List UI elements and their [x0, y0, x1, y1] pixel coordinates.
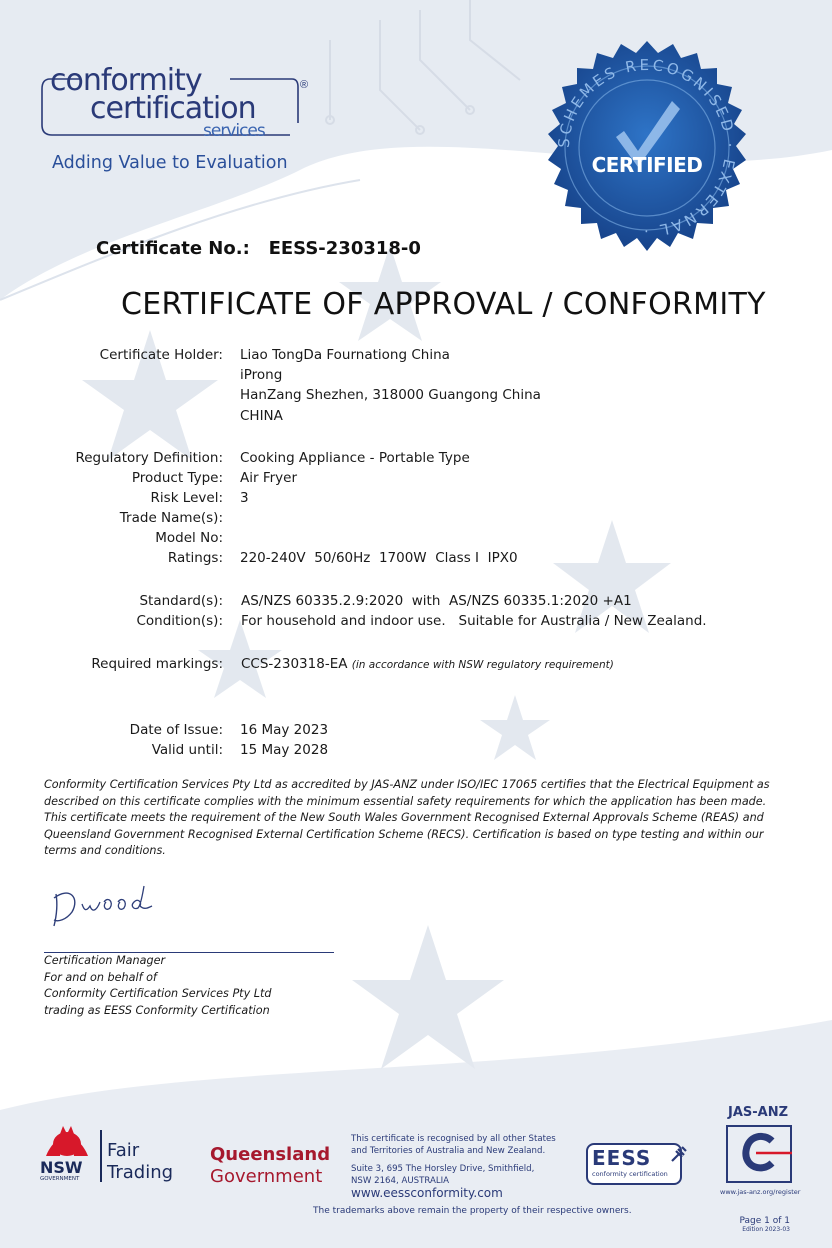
valid-until-value: 15 May 2028: [240, 742, 329, 758]
statement-line: described on this certificate complies with the minimum essential safety requirements for which the application has been made.: [44, 794, 767, 808]
page-info: [730, 1216, 790, 1233]
risk-level-value: 3: [240, 490, 249, 506]
holder-label: Certificate Holder:: [99, 347, 223, 363]
edition: Edition 2023-03: [742, 1226, 790, 1233]
seal-ring-text: SCHEMES RECOGNISED · EXTERNAL ·: [554, 55, 740, 241]
reg-def-value: Cooking Appliance - Portable Type: [240, 450, 470, 466]
jas-anz-title: JAS-ANZ: [728, 1105, 789, 1120]
issue-date-label: Date of Issue:: [129, 722, 223, 738]
recognition-line: and Territories of Australia and New Zealand.: [351, 1146, 546, 1156]
certified-seal: [538, 39, 756, 257]
recognition-block: [351, 1133, 556, 1187]
jas-anz-url: www.jas-anz.org/register: [720, 1188, 801, 1196]
qld-line1: Queensland: [210, 1144, 331, 1165]
jas-anz-mark-icon: [724, 1123, 794, 1185]
signatory-block: [44, 953, 271, 1019]
product-type-value: Air Fryer: [240, 470, 298, 486]
trademark-note: The trademarks above remain the property of their respective owners.: [313, 1206, 632, 1216]
holder-line-4: CHINA: [240, 408, 283, 424]
logo-line2: certification: [90, 91, 256, 126]
certificate-title: CERTIFICATE OF APPROVAL / CONFORMITY: [121, 287, 766, 322]
qld-line2: Government: [210, 1166, 323, 1187]
statement-line: This certificate meets the requirement of the New South Wales Government Recognised External Approvals Scheme (REAS) and: [44, 811, 764, 824]
certificate-number-row: [96, 238, 421, 259]
logo-line1: conformity: [50, 63, 202, 98]
conditions-value: For household and indoor use. Suitable for Australia / New Zealand.: [241, 613, 707, 629]
page-number: Page 1 of 1: [739, 1216, 790, 1226]
statement-line: terms and conditions.: [44, 844, 166, 857]
address-line: NSW 2164, AUSTRALIA: [351, 1176, 450, 1186]
standards-value: AS/NZS 60335.2.9:2020 with AS/NZS 60335.1:2020 +A1: [241, 593, 632, 609]
logo-divider: [100, 1130, 102, 1182]
conditions-label: Condition(s):: [136, 613, 223, 629]
certificate-number-label: Certificate No.:: [96, 238, 250, 259]
registered-mark: ®: [300, 79, 309, 91]
address-line: Suite 3, 695 The Horsley Drive, Smithfield,: [351, 1164, 535, 1174]
certificate-number: EESS-230318-0: [268, 238, 421, 259]
risk-level-label: Risk Level:: [150, 490, 223, 506]
ccs-logo: [40, 63, 315, 163]
holder-line-2: iProng: [240, 367, 283, 383]
issue-date-value: 16 May 2023: [240, 722, 329, 738]
signatory-title: Certification Manager: [44, 954, 166, 967]
plug-icon: [668, 1143, 690, 1165]
reg-def-label: Regulatory Definition:: [75, 450, 223, 466]
eess-logo-text: EESS: [592, 1146, 652, 1170]
ratings-label: Ratings:: [167, 550, 223, 566]
eess-logo: [586, 1143, 692, 1185]
standards-label: Standard(s):: [139, 593, 223, 609]
markings-value: CCS-230318-EA: [241, 656, 348, 672]
website-link[interactable]: www.eessconformity.com: [351, 1186, 503, 1200]
queensland-government-logo: [210, 1144, 330, 1188]
ratings-value: 220-240V 50/60Hz 1700W Class I IPX0: [240, 550, 518, 566]
product-type-label: Product Type:: [131, 470, 223, 486]
nsw-fair-trading-logo: [40, 1126, 190, 1188]
markings-label: Required markings:: [91, 656, 223, 672]
trade-names-label: Trade Name(s):: [119, 510, 223, 526]
logo-line3: services: [203, 121, 265, 141]
trading-label: Trading: [107, 1162, 174, 1183]
recognition-line: This certificate is recognised by all other States: [351, 1134, 556, 1144]
eess-logo-sub: conformity certification: [592, 1170, 668, 1178]
signatory-line: Conformity Certification Services Pty Ltd: [44, 987, 272, 1000]
jas-anz-logo: [718, 1105, 801, 1200]
statement-line: Queensland Government Recognised External Certification Scheme (RECS). Certification is based on type testing and within our: [44, 827, 764, 841]
seal-graphic: [538, 39, 756, 257]
tagline: Adding Value to Evaluation: [52, 153, 288, 173]
signatory-line: trading as EESS Conformity Certification: [44, 1003, 270, 1017]
statement-line: Conformity Certification Services Pty Ltd as accredited by JAS-ANZ under ISO/IEC 17065 certifies that the Electrical Equipment as: [44, 778, 770, 791]
waratah-icon: [40, 1126, 94, 1160]
fair-label: Fair: [107, 1140, 140, 1161]
signatory-line: For and on behalf of: [44, 970, 157, 984]
markings-row: [241, 656, 614, 672]
signature: [44, 876, 184, 936]
valid-until-label: Valid until:: [151, 742, 223, 758]
nsw-label: NSW: [40, 1158, 83, 1177]
markings-note: (in accordance with NSW regulatory requirement): [351, 659, 614, 671]
nsw-sub: GOVERNMENT: [40, 1176, 80, 1182]
certification-statement: [44, 777, 804, 860]
holder-line-1: Liao TongDa Fournationg China: [240, 347, 450, 363]
model-no-label: Model No:: [155, 530, 223, 546]
seal-label: CERTIFIED: [591, 153, 703, 177]
holder-line-3: HanZang Shezhen, 318000 Guangong China: [240, 387, 541, 403]
